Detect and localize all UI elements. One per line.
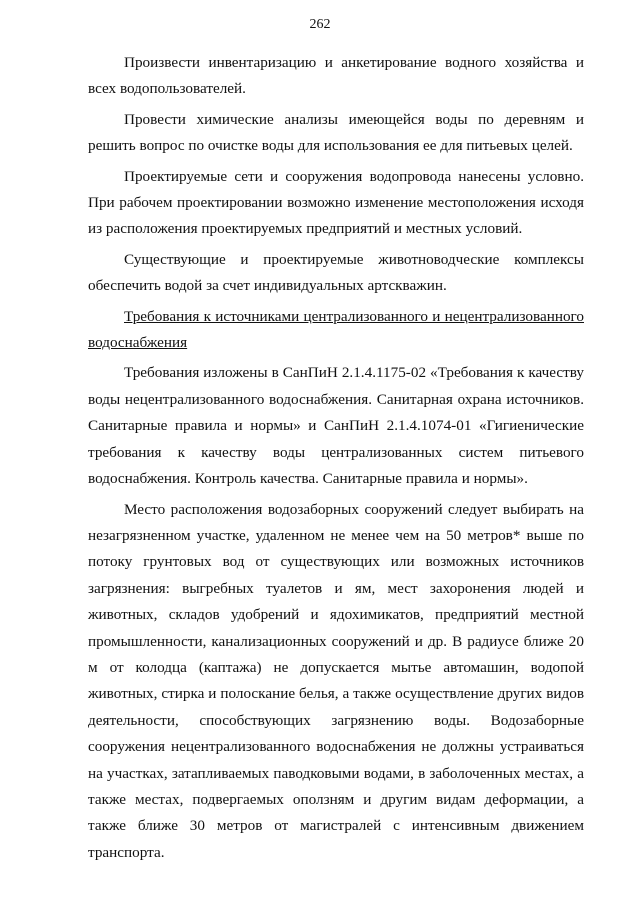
paragraph-sanpin-requirements: Требования изложены в СанПиН 2.1.4.1175-02 «Требования к качеству воды нецентрализованного водоснабжения. Санитарная охрана источников. Санитарные правила и нормы» и СанПиН 2.1.4.1074-01 «Гигиенические требования к качеству воды централизованных систем питьевого водоснабжения. Контроль качества. Санитарные правила и нормы». [88, 364, 584, 488]
paragraph-chemical-analysis: Провести химические анализы имеющейся воды по деревням и решить вопрос по очистке воды для использования ее для питьевых целей. [88, 110, 584, 155]
section-heading-water-sources: Требования к источниками централизованного и нецентрализованного водоснабжения [88, 307, 584, 352]
document-body [88, 50, 584, 870]
paragraph-network-design: Проектируемые сети и сооружения водопровода нанесены условно. При рабочем проектировании возможно изменение местоположения исходя из расположения проектируемых предприятий и местных условий. [88, 167, 584, 238]
paragraph-inventory: Произвести инвентаризацию и анкетирование водного хозяйства и всех водопользователей. [88, 54, 584, 98]
paragraph-livestock-complexes: Существующие и проектируемые животноводческие комплексы обеспечить водой за счет индивидуальных артскважин. [88, 250, 584, 295]
page-number: 262 [309, 17, 331, 32]
paragraph-intake-location: Место расположения водозаборных сооружений следует выбирать на незагрязненном участке, удаленном не менее чем на 50 метров* выше по потоку грунтовых вод от существующих или возможных источников загрязнения: выгребных туалетов и ям, мест захоронения людей и животных, складов удобрений и ядохимикатов, предприятий местной промышленности, канализационных сооружений и др. В радиусе ближе 20 м от колодца (каптажа) не допускается мытье автомашин, водопой животных, стирка и полоскание белья, а также осуществление других видов деятельности, способствующих загрязнению воды. Водозаборные сооружения нецентрализованного водоснабжения не должны устраиваться на участках, затапливаемых паводковыми водами, в заболоченных местах, а также местах, подвергаемых оползням и другим видам деформации, а также ближе 30 метров от магистралей с интенсивным движением транспорта. [88, 500, 584, 861]
